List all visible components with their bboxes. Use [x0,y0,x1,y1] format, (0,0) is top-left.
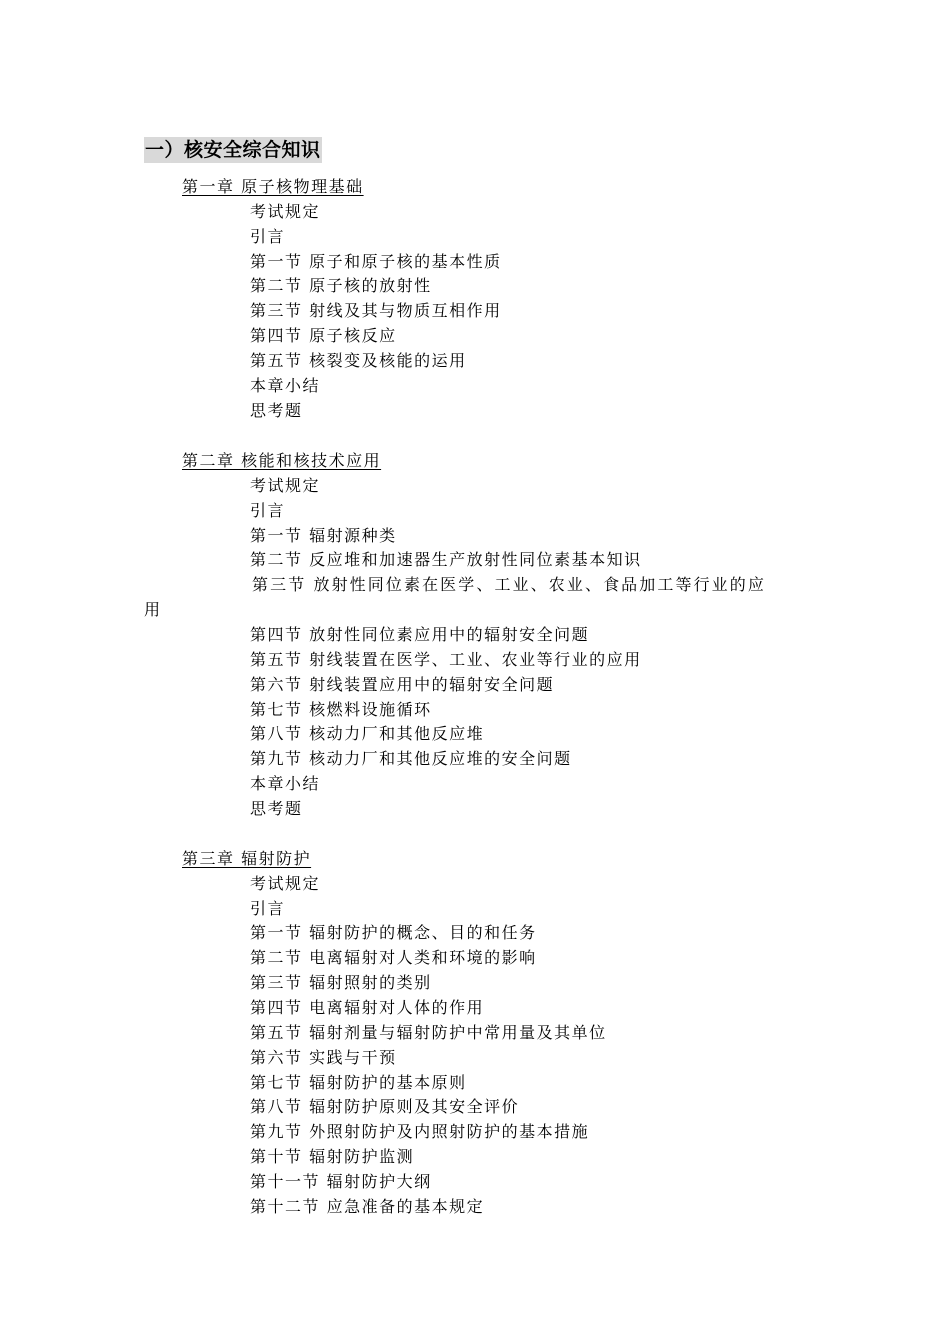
toc-item: 本章小结 [250,774,321,793]
toc-item: 第三节 放射性同位素在医学、工业、农业、食品加工等行业的应 [252,575,766,594]
toc-item: 思考题 [250,799,303,818]
toc-item: 第八节 辐射防护原则及其安全评价 [250,1097,520,1116]
toc-item: 第一节 原子和原子核的基本性质 [250,252,502,271]
chapter-heading: 第二章 核能和核技术应用 [182,451,382,470]
chapter-heading: 第三章 辐射防护 [182,849,312,868]
toc-item: 第六节 实践与干预 [250,1048,397,1067]
toc-item: 第四节 原子核反应 [250,326,397,345]
toc-item: 第二节 电离辐射对人类和环境的影响 [250,948,537,967]
toc-item: 考试规定 [250,476,321,495]
toc-item: 第一节 辐射防护的概念、目的和任务 [250,923,537,942]
toc-item: 引言 [250,227,286,246]
chapter-heading: 第一章 原子核物理基础 [182,177,364,196]
toc-item: 第三节 辐射照射的类别 [250,973,432,992]
toc-item: 考试规定 [250,874,321,893]
toc-item: 第五节 核裂变及核能的运用 [250,351,467,370]
toc-item: 第五节 辐射剂量与辐射防护中常用量及其单位 [250,1023,607,1042]
toc-item: 引言 [250,899,286,918]
toc-item: 第四节 电离辐射对人体的作用 [250,998,485,1017]
toc-item: 考试规定 [250,202,321,221]
toc-item: 第二节 反应堆和加速器生产放射性同位素基本知识 [250,550,642,569]
toc-item: 第十二节 应急准备的基本规定 [250,1197,485,1216]
toc-item: 思考题 [250,401,303,420]
toc-item: 第九节 核动力厂和其他反应堆的安全问题 [250,749,572,768]
toc-item: 第八节 核动力厂和其他反应堆 [250,724,485,743]
toc-item: 第七节 辐射防护的基本原则 [250,1073,467,1092]
toc-item: 第十一节 辐射防护大纲 [250,1172,432,1191]
toc-item: 引言 [250,501,286,520]
toc-item: 第二节 原子核的放射性 [250,276,432,295]
toc-item: 第三节 射线及其与物质互相作用 [250,301,502,320]
toc-item-continuation: 用 [144,600,162,619]
toc-item: 第十节 辐射防护监测 [250,1147,415,1166]
toc-item: 第七节 核燃料设施循环 [250,700,432,719]
section-title: 一）核安全综合知识 [145,139,321,161]
toc-item: 第五节 射线装置在医学、工业、农业等行业的应用 [250,650,642,669]
toc-item: 第六节 射线装置应用中的辐射安全问题 [250,675,555,694]
toc-item: 第一节 辐射源种类 [250,526,397,545]
toc-item: 本章小结 [250,376,321,395]
toc-item: 第四节 放射性同位素应用中的辐射安全问题 [250,625,590,644]
toc-item: 第九节 外照射防护及内照射防护的基本措施 [250,1122,590,1141]
